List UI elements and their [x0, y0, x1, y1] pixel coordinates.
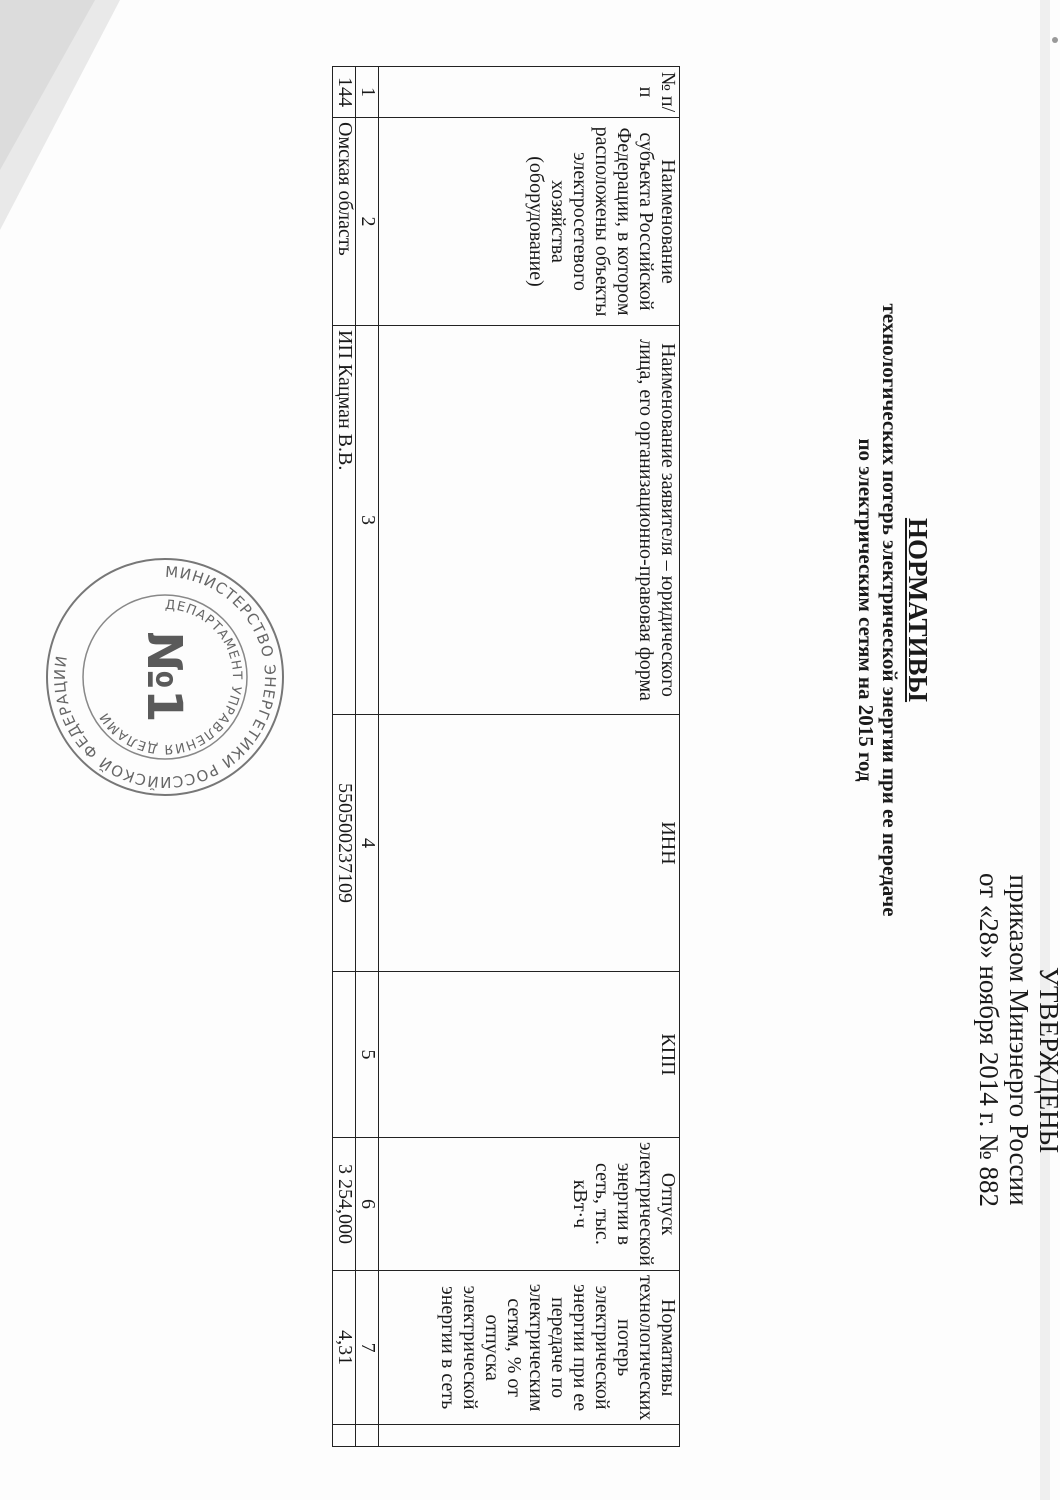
row-applicant: ИП Кацман В.В. [333, 326, 356, 715]
approval-order: приказом Минэнерго России [1004, 874, 1034, 1206]
row-num: 144 [333, 67, 356, 118]
official-seal [40, 552, 290, 802]
column-number: 7 [356, 1270, 379, 1424]
row-kpp [333, 972, 356, 1138]
header-kpp: КПП [379, 972, 680, 1138]
column-number-blank [356, 1425, 379, 1447]
header-blank [379, 1425, 680, 1447]
seal-inner-text: ДЕПАРТАМЕНТ УПРАВЛЕНИЯ ДЕЛАМИ [96, 597, 245, 757]
approval-date: от «28» ноября 2014 г. № 882 [974, 873, 1004, 1207]
row-norm: 4,31 [333, 1270, 356, 1424]
row-region: Омская область [333, 118, 356, 326]
header-inn: ИНН [379, 715, 680, 972]
row-supply: 3 254,000 [333, 1138, 356, 1271]
column-number: 3 [356, 326, 379, 715]
seal-outer-text: МИНИСТЕРСТВО ЭНЕРГЕТИКИ РОССИЙСКОЙ ФЕДЕРАЦИИ [50, 562, 280, 792]
header-supply: Отпуск электрической энергии в сеть, тыс. кВт·ч [379, 1138, 680, 1271]
document-title [854, 260, 934, 960]
column-number: 2 [356, 118, 379, 326]
row-blank [333, 1425, 356, 1447]
header-norm: Нормативы технологических потерь электрической энергии при ее передаче по электрическим сетям, % от отпуска электрической энергии в сеть [379, 1270, 680, 1424]
column-number: 4 [356, 715, 379, 972]
column-number-row [356, 67, 379, 1447]
title-main: НОРМАТИВЫ [903, 517, 933, 703]
approval-block [974, 740, 1064, 1340]
column-number: 1 [356, 67, 379, 118]
title-sub-2: по электрическим сетям на 2015 год [854, 438, 878, 782]
approval-heading: УТВЕРЖДЕНЫ [1034, 966, 1064, 1154]
header-region: Наименование субъекта Российской Федерации, в котором расположены объекты электросетевого хозяйства (оборудование) [379, 118, 680, 326]
header-applicant: Наименование заявителя – юридического лица, его организационно-правовая форма [379, 326, 680, 715]
seal-number: №1 [136, 631, 192, 723]
header-num: № п/п [379, 67, 680, 118]
norms-table [332, 66, 680, 1447]
column-number: 5 [356, 972, 379, 1138]
row-inn: 550500237109 [333, 715, 356, 972]
table-row [333, 67, 356, 1447]
column-number: 6 [356, 1138, 379, 1271]
title-sub-1: технологических потерь электрической энергии при ее передаче [878, 303, 902, 917]
table-header-row [379, 67, 680, 1447]
